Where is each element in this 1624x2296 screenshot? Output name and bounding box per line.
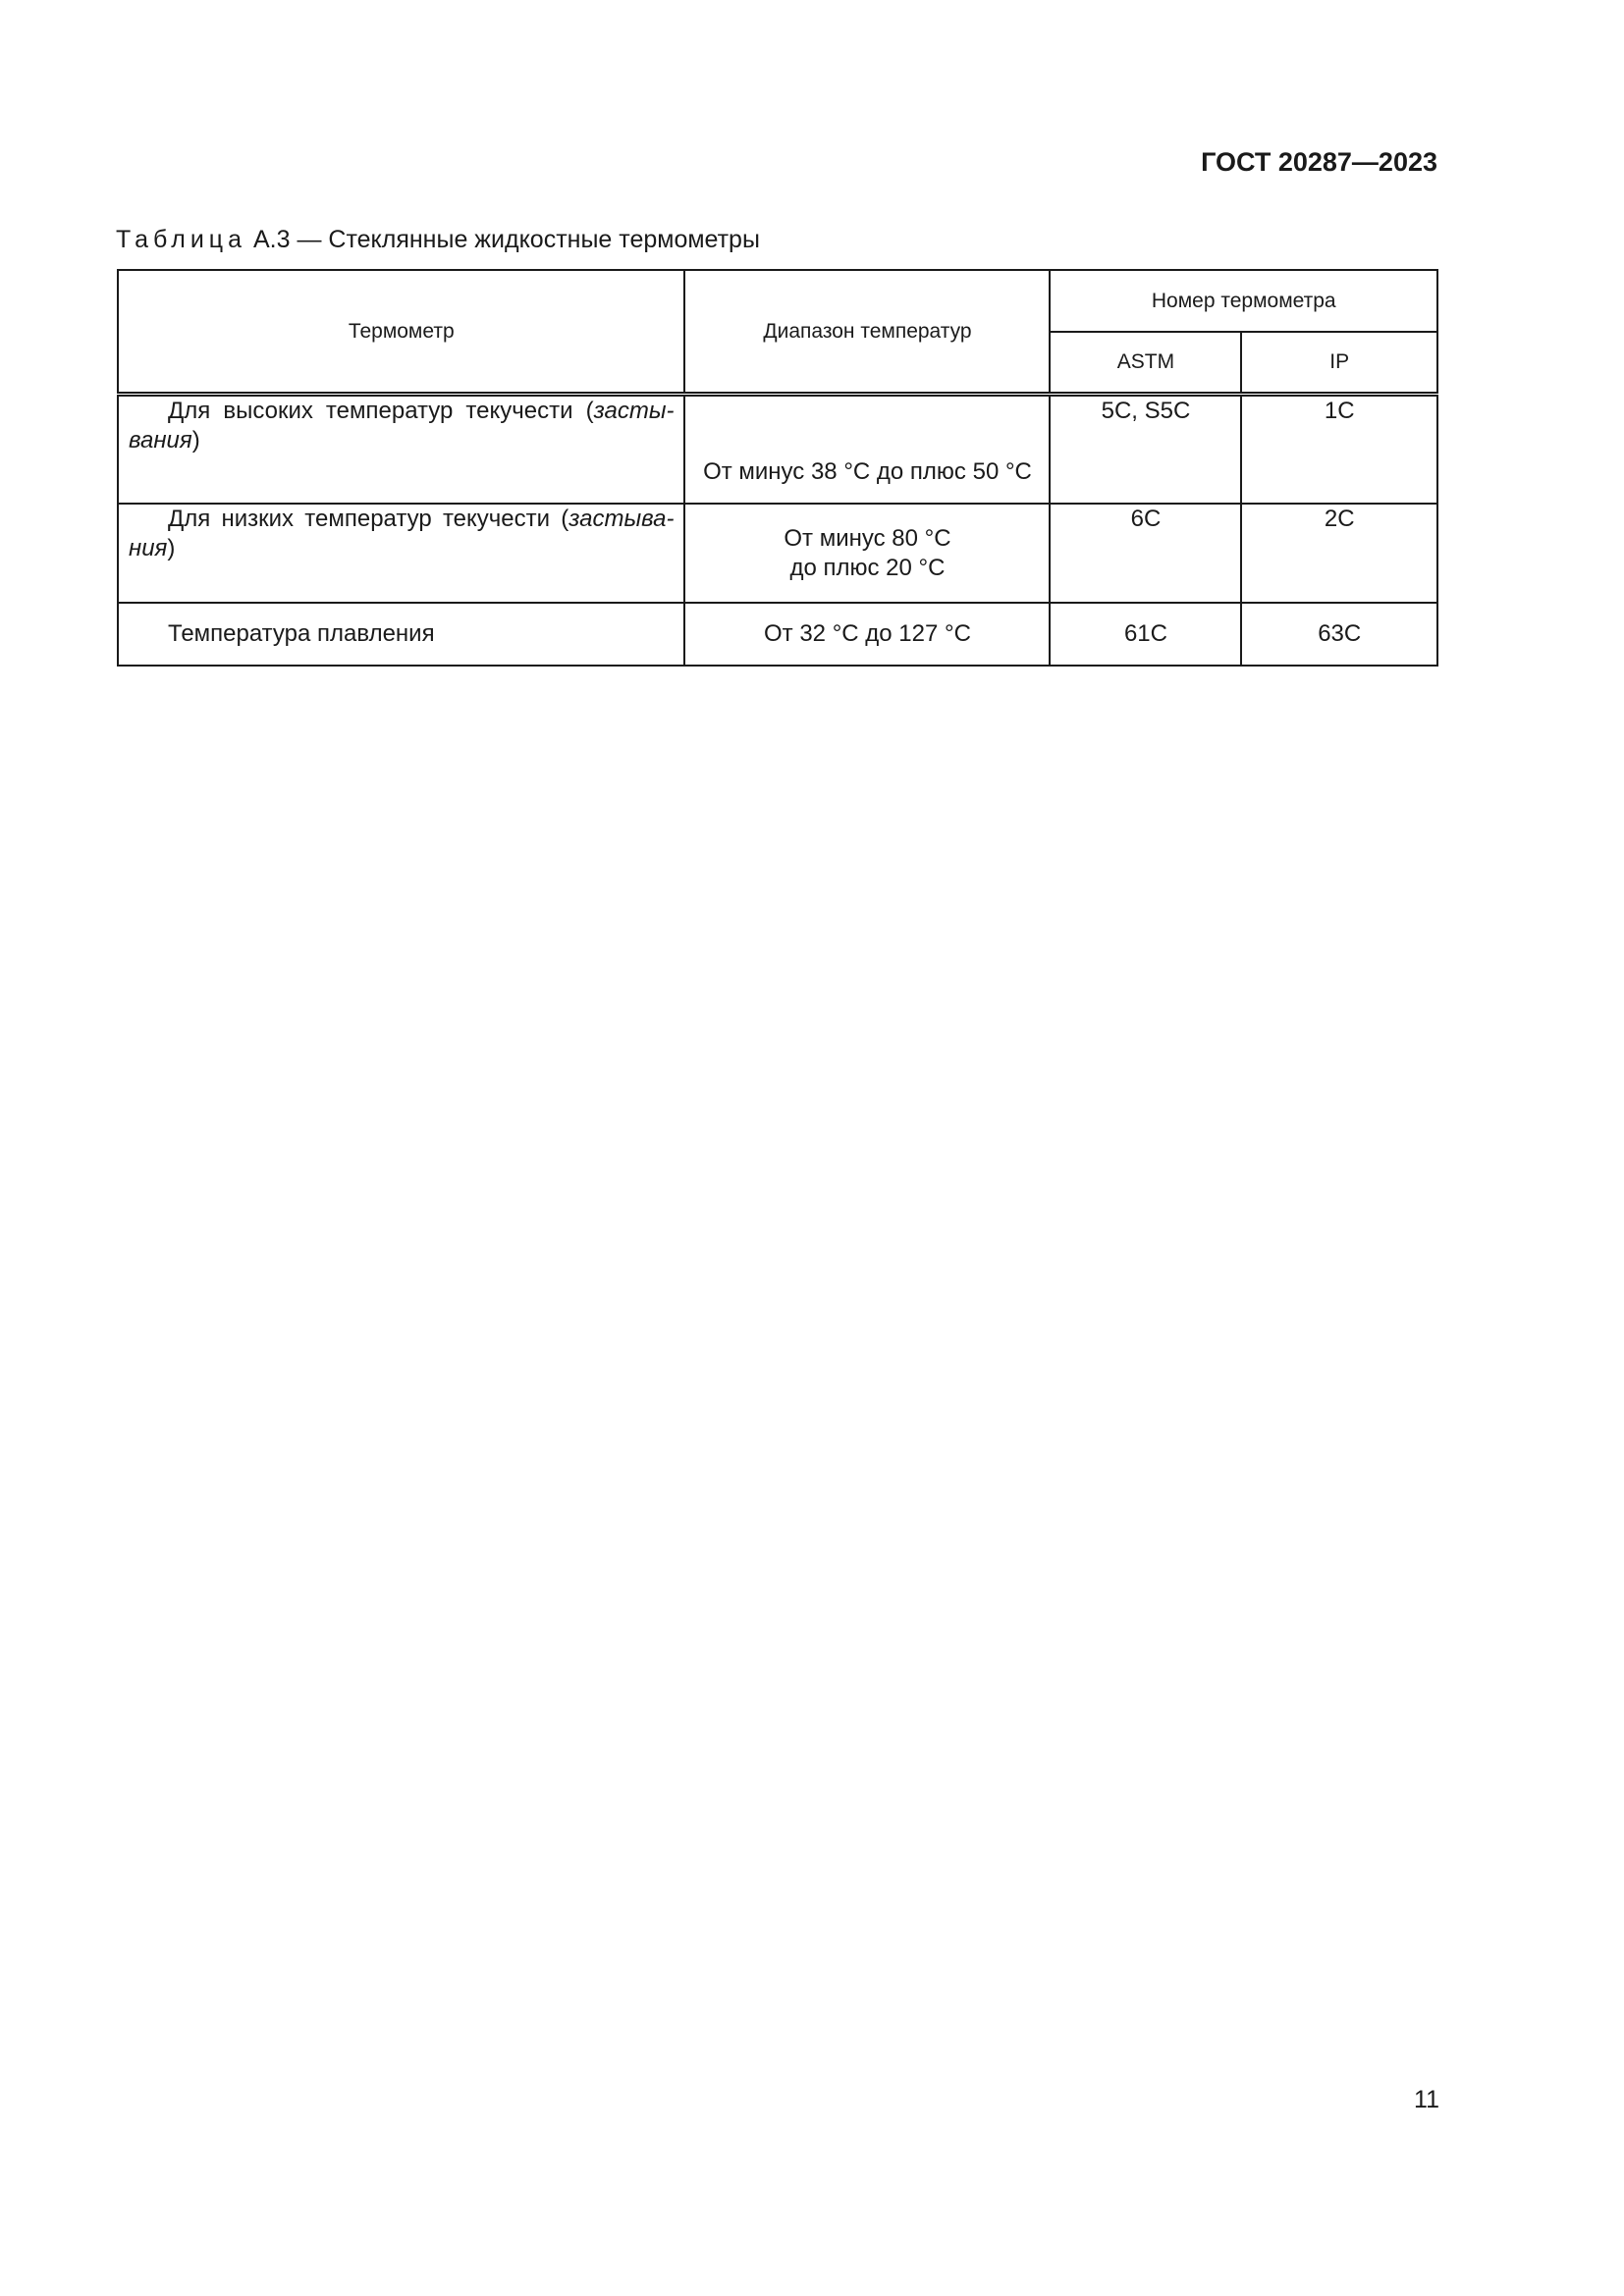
range-line: От минус 80 °С bbox=[784, 524, 951, 552]
ip-number: 63C bbox=[1241, 603, 1437, 666]
astm-number: 6C bbox=[1050, 504, 1241, 603]
ip-number: 2C bbox=[1241, 504, 1437, 603]
astm-number: 61C bbox=[1050, 603, 1241, 666]
temperature-range bbox=[684, 603, 1050, 666]
table-row bbox=[118, 504, 1437, 603]
astm-number: 5C, S5C bbox=[1050, 395, 1241, 505]
document-code: ГОСТ 20287—2023 bbox=[1201, 147, 1437, 177]
thermometer-name bbox=[118, 504, 684, 603]
column-header-number-group: Номер термометра bbox=[1050, 270, 1437, 332]
column-header-ip: IP bbox=[1241, 332, 1437, 395]
thermometer-name bbox=[118, 395, 684, 505]
page-number: 11 bbox=[1414, 2086, 1439, 2113]
thermometer-name-close: ) bbox=[167, 535, 176, 561]
thermometer-name-close: ) bbox=[191, 427, 200, 454]
range-line: От минус 38 °С до плюс 50 °С bbox=[703, 458, 1032, 485]
thermometer-name-italic: засты-вания bbox=[129, 398, 675, 454]
thermometer-name-text: Для высоких температур текучести ( bbox=[168, 398, 594, 424]
range-line: до плюс 20 °С bbox=[789, 554, 946, 581]
column-header-thermometer: Термометр bbox=[118, 270, 684, 395]
thermometers-table bbox=[117, 269, 1438, 667]
thermometer-name: Температура плавления bbox=[118, 603, 684, 666]
table-caption-prefix: Таблица bbox=[116, 226, 247, 253]
ip-number: 1C bbox=[1241, 395, 1437, 505]
table-caption-text: А.3 — Стеклянные жидкостные термометры bbox=[252, 226, 760, 253]
column-header-astm: ASTM bbox=[1050, 332, 1241, 395]
column-header-range: Диапазон температур bbox=[684, 270, 1050, 395]
table-caption bbox=[116, 226, 760, 254]
thermometer-name-italic: застыва-ния bbox=[129, 506, 675, 561]
table-row bbox=[118, 603, 1437, 666]
temperature-range bbox=[684, 395, 1050, 505]
table-row bbox=[118, 395, 1437, 505]
range-line: От 32 °С до 127 °С bbox=[764, 620, 971, 647]
thermometer-name-text: Для низких температур текучести ( bbox=[168, 506, 569, 532]
temperature-range bbox=[684, 504, 1050, 603]
